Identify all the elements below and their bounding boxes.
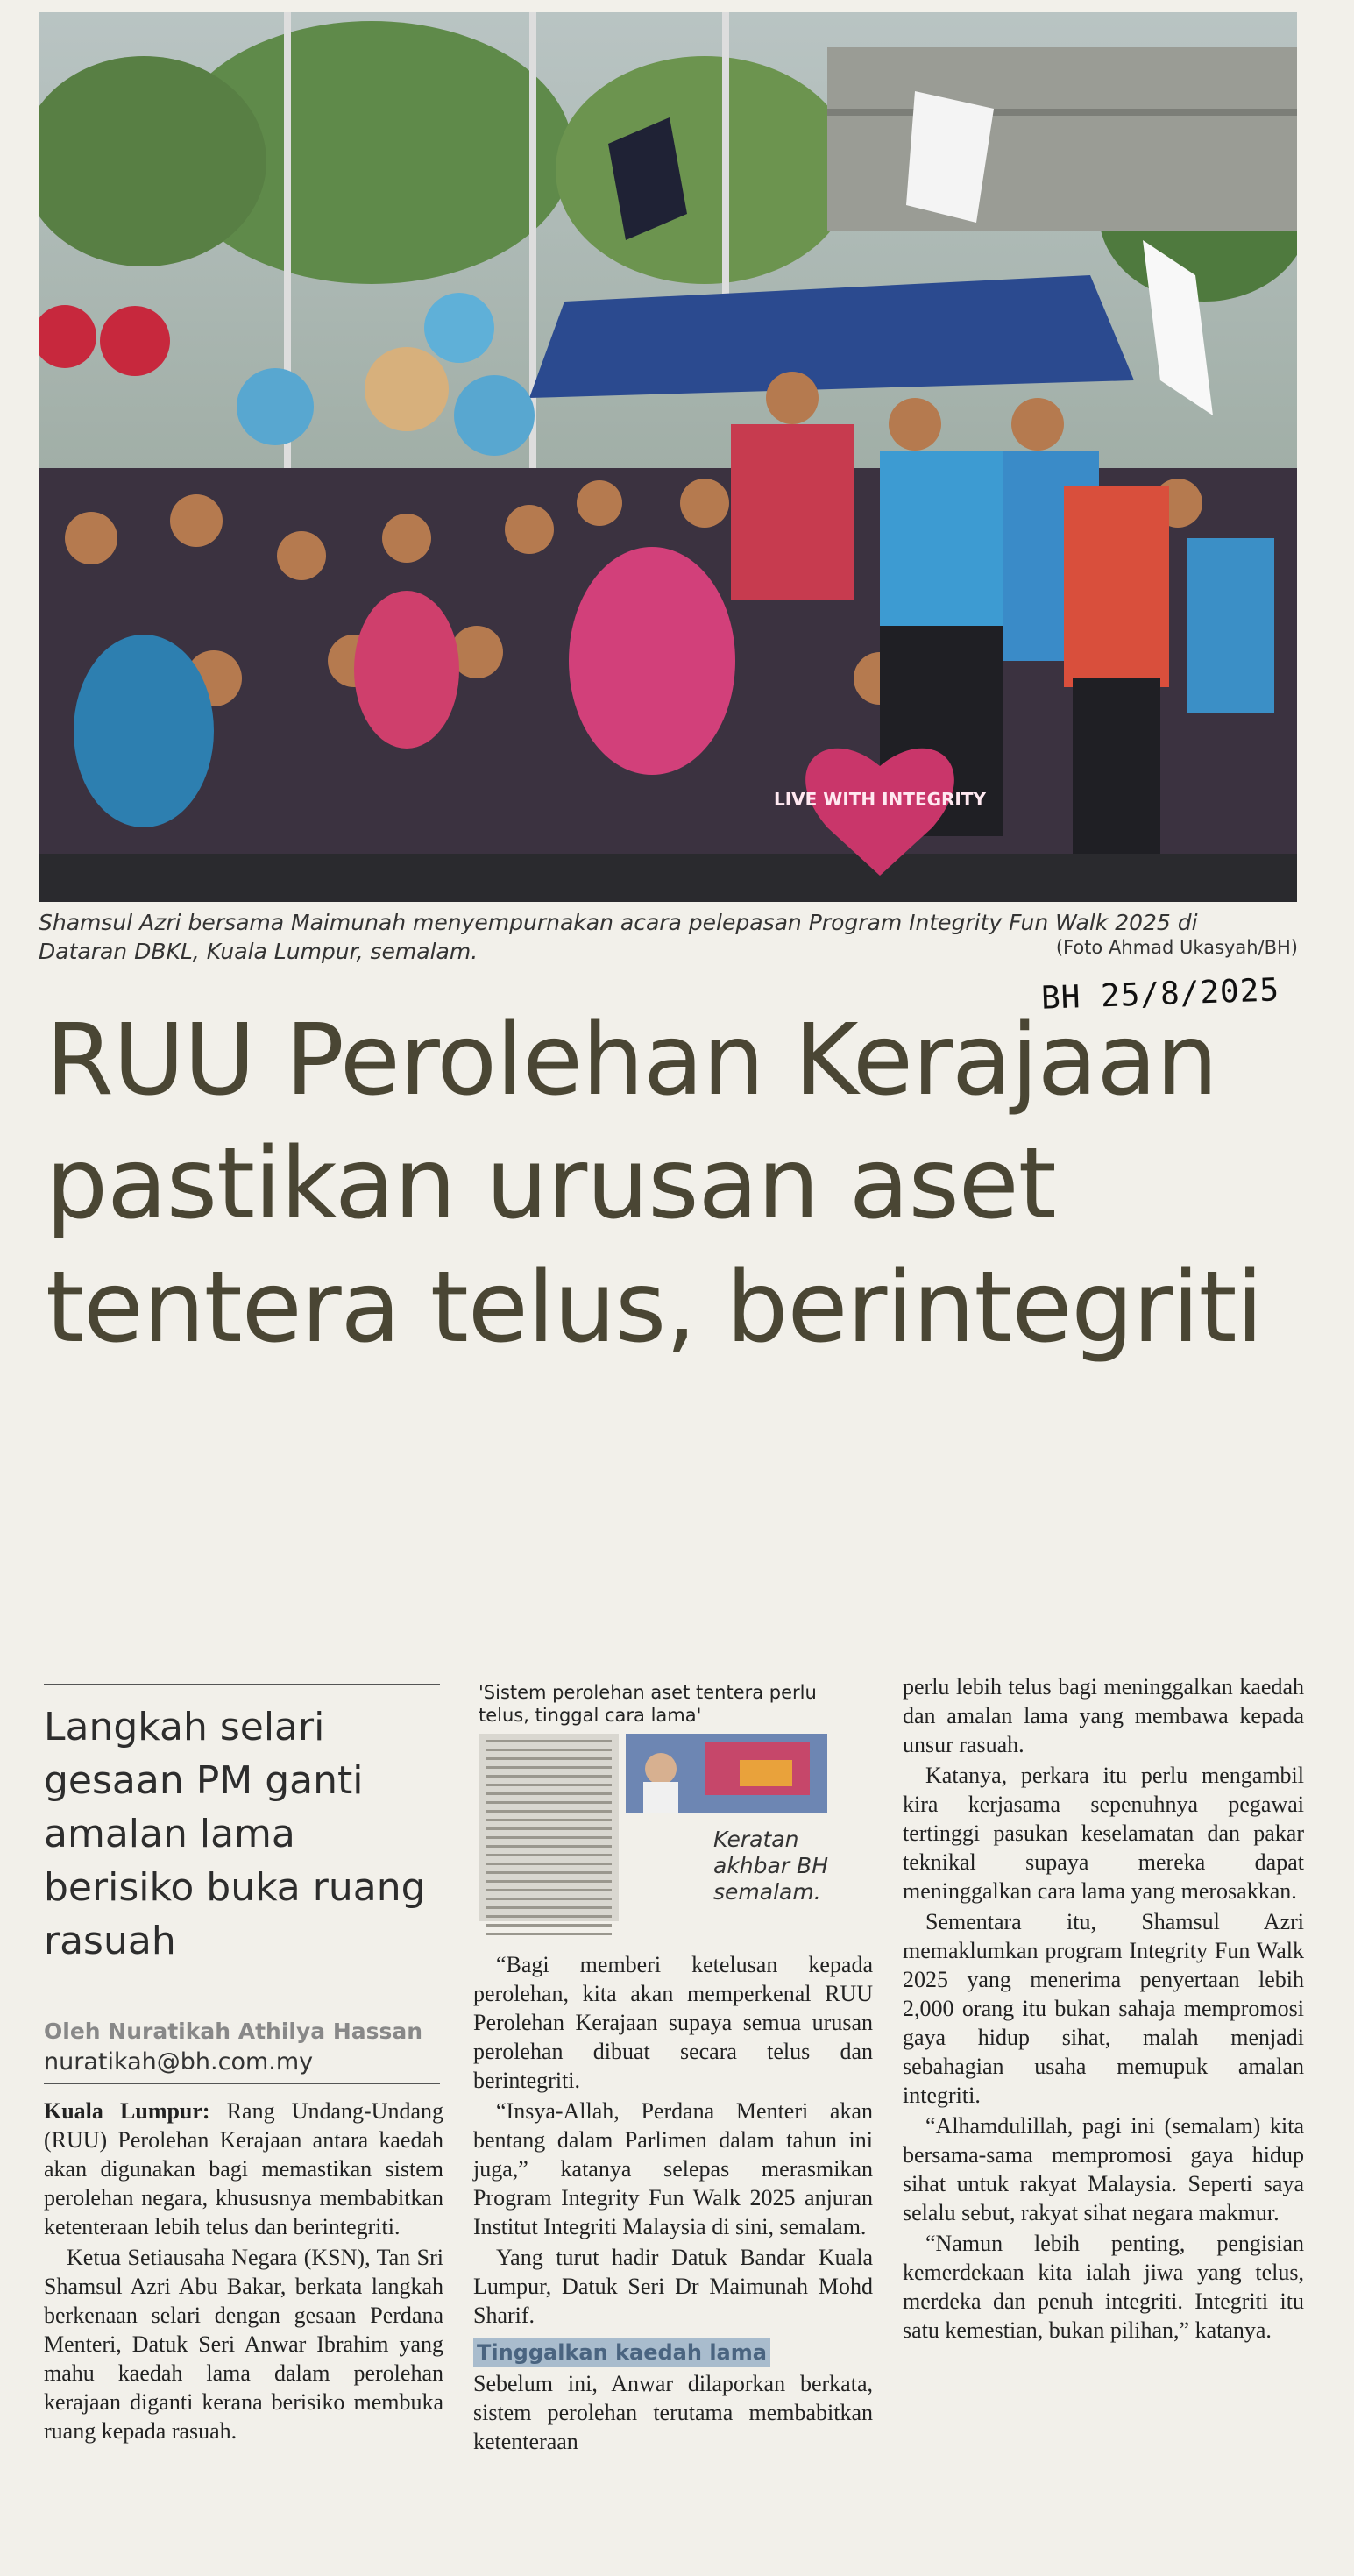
paragraph: “Insya-Allah, Perdana Menteri akan bentang dalam Parlimen dalam tahun ini juga,” katanya selepas merasmikan Program Integrity Fun Walk 2025 anjuran Institut Integriti Malaysia di sini, semalam. bbox=[473, 2098, 873, 2239]
dateline: Kuala Lumpur: bbox=[44, 2098, 210, 2124]
paragraph: Sementara itu, Shamsul Azri memaklumkan program Integrity Fun Walk 2025 yang menerima penyertaan lebih 2,000 orang itu bukan sahaja mempromosi gaya hidup sihat, malah menjadi sebahagian usaha memupuk amalan integriti. bbox=[903, 1909, 1304, 2108]
clipping-inset bbox=[479, 1681, 836, 1935]
divider bbox=[44, 1684, 440, 1685]
paragraph: “Alhamdulillah, pagi ini (semalam) kita bersama-sama mempromosi gaya hidup sihat untuk rakyat Malaysia. Seperti saya selalu sebut, rakyat sihat negara makmur. bbox=[903, 2113, 1304, 2225]
paragraph: Sebelum ini, Anwar dilaporkan berkata, sistem perolehan terutama membabitkan ketenteraan bbox=[473, 2371, 873, 2454]
divider bbox=[44, 2083, 440, 2084]
clipping-photo bbox=[626, 1734, 827, 1813]
paragraph: Ketua Setiausaha Negara (KSN), Tan Sri Shamsul Azri Abu Bakar, berkata langkah berkenaan selari dengan gesaan Perdana Menteri, Datuk Seri Anwar Ibrahim yang mahu kaedah lama dalam perolehan kerajaan diganti kerana berisiko membuka ruang kepada rasuah. bbox=[44, 2245, 443, 2444]
paragraph: perlu lebih telus bagi meninggalkan kaedah dan amalan lama yang membawa kepada unsur rasuah. bbox=[903, 1674, 1304, 1757]
article-column-3 bbox=[903, 1672, 1304, 2346]
article-column-1 bbox=[44, 2097, 443, 2447]
byline-email[interactable]: nuratikah@bh.com.my bbox=[44, 2048, 314, 2076]
handwritten-date-note: BH 25/8/2025 bbox=[1040, 972, 1280, 1017]
paragraph bbox=[44, 2097, 443, 2241]
subheadline: Langkah selari gesaan PM ganti amalan lama berisiko buka ruang rasuah bbox=[44, 1705, 426, 1963]
paragraph: Katanya, perkara itu perlu mengambil kira kerjasama sepenuhnya pegawai tertinggi pasukan keselamatan dan pakar teknikal supaya mereka dapat meninggalkan cara lama yang merosakkan. bbox=[903, 1763, 1304, 1904]
paragraph: “Namun lebih penting, pengisian kemerdekaan kita ialah jiwa yang telus, merdeka dan penuh integriti. Integriti itu satu kemestian, bukan pilihan,” katanya. bbox=[903, 2231, 1304, 2343]
headline: RUU Perolehan Kerajaan pastikan urusan aset tentera telus, berintegriti bbox=[46, 1004, 1263, 1365]
clipping-title: 'Sistem perolehan aset tentera perlu telus, tinggal cara lama' bbox=[479, 1682, 817, 1726]
paragraph-text: Rang Undang-Undang (RUU) Perolehan Kerajaan antara kaedah akan digunakan bagi memastikan sistem perolehan negara, khususnya membabitkan ketenteraan lebih telus dan berintegriti. bbox=[44, 2098, 443, 2239]
news-photo bbox=[39, 12, 1297, 902]
crowd-photo-illustration bbox=[39, 12, 1297, 902]
paragraph: “Bagi memberi ketelusan kepada perolehan, kita akan memperkenal RUU Perolehan Kerajaan supaya semua urusan perolehan dibuat secara telus dan berintegriti. bbox=[473, 1952, 873, 2093]
byline-author: Oleh Nuratikah Athilya Hassan bbox=[44, 2019, 423, 2044]
article-column-2 bbox=[473, 1950, 873, 2458]
photo-credit: (Foto Ahmad Ukasyah/BH) bbox=[1055, 937, 1298, 958]
subsection-heading: Tinggalkan kaedah lama bbox=[473, 2338, 770, 2367]
clipping-text-block bbox=[479, 1734, 619, 1921]
photo-caption: Shamsul Azri bersama Maimunah menyempurnakan acara pelepasan Program Integrity Fun Walk 2025 di Dataran DBKL, Kuala Lumpur, semalam. bbox=[39, 910, 1198, 964]
clipping-image bbox=[479, 1734, 836, 1921]
clipping-note: Keratan akhbar BH semalam. bbox=[713, 1827, 829, 1905]
heart-banner-text: LIVE WITH INTEGRITY bbox=[773, 789, 987, 810]
paragraph: Yang turut hadir Datuk Bandar Kuala Lumpur, Datuk Seri Dr Maimunah Mohd Sharif. bbox=[473, 2245, 873, 2328]
